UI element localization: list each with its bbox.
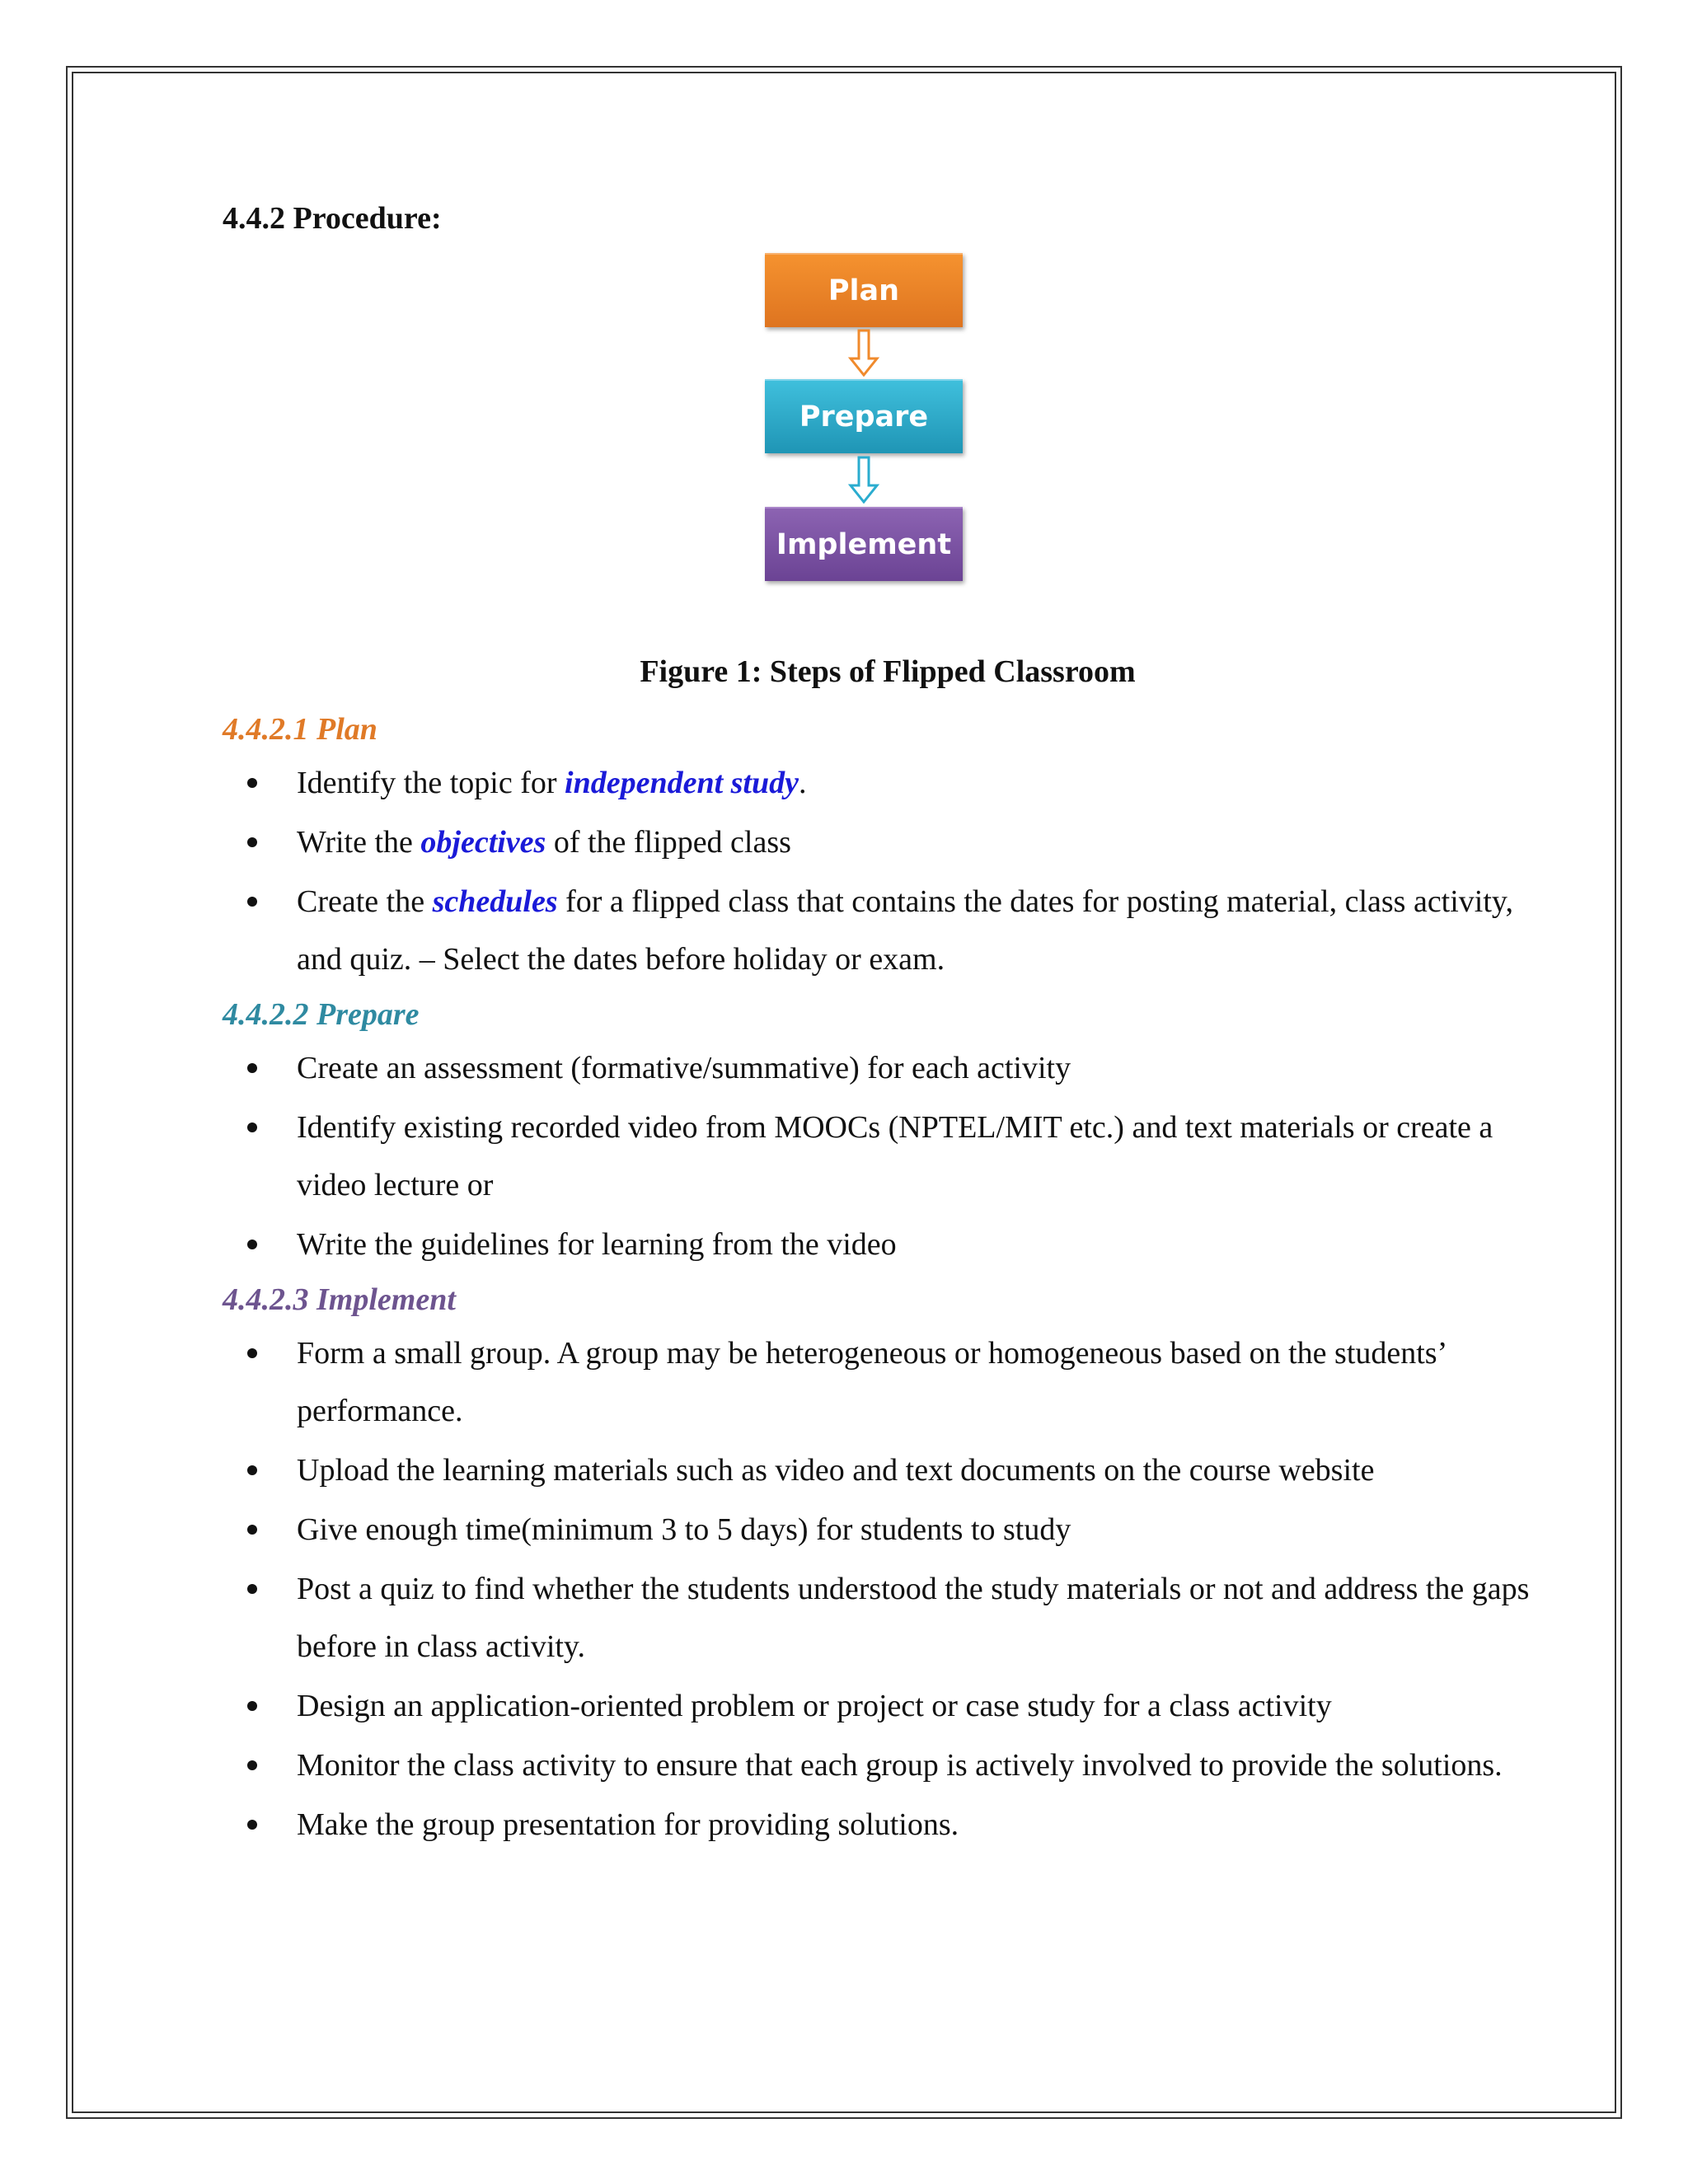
step-implement-box: Implement: [765, 507, 963, 581]
list-item: [223, 1099, 1541, 1214]
item-text: Create the: [297, 884, 433, 919]
list-item: [223, 1039, 1541, 1097]
plan-heading: 4.4.2.1 Plan: [223, 712, 377, 747]
bullet-icon: [247, 778, 257, 788]
down-arrow-icon: [847, 456, 880, 504]
bullet-icon: [247, 1701, 257, 1711]
list-item: [223, 1216, 1541, 1273]
step-prepare-box: Prepare: [765, 379, 963, 453]
prepare-heading: 4.4.2.2 Prepare: [223, 997, 420, 1032]
list-item: [223, 1441, 1541, 1499]
bullet-icon: [247, 1348, 257, 1358]
item-text: Write the: [297, 825, 421, 860]
emphasis-text: independent study: [565, 766, 799, 800]
down-arrow-icon: [847, 329, 880, 377]
item-text: .: [798, 766, 807, 800]
list-item: [223, 1677, 1541, 1735]
item-text: Identify existing recorded video from MOOCs (NPTEL/MIT etc.) and text materials or create a video lecture or: [297, 1110, 1493, 1202]
list-item: [223, 1324, 1541, 1440]
emphasis-text: objectives: [420, 825, 546, 860]
section-title: 4.4.2 Procedure:: [223, 201, 442, 236]
bullet-icon: [247, 1525, 257, 1535]
item-text: Identify the topic for: [297, 766, 565, 800]
plan-list: [223, 754, 1541, 988]
figure-caption: Figure 1: Steps of Flipped Classroom: [640, 654, 1136, 689]
item-text: Write the guidelines for learning from the video: [297, 1227, 897, 1262]
implement-heading: 4.4.2.3 Implement: [223, 1282, 456, 1317]
bullet-icon: [247, 1240, 257, 1249]
item-text: of the flipped class: [546, 825, 791, 860]
step-plan-box: Plan: [765, 253, 963, 327]
implement-list: [223, 1324, 1541, 1854]
item-text: Make the group presentation for providing solutions.: [297, 1807, 959, 1842]
item-text: Monitor the class activity to ensure that each group is actively involved to provide the solutions.: [297, 1748, 1503, 1783]
item-text: Design an application-oriented problem or project or case study for a class activity: [297, 1689, 1332, 1723]
item-text: Post a quiz to find whether the students understood the study materials or not and address the gaps before in class activity.: [297, 1572, 1530, 1664]
document-content: [223, 194, 1541, 1855]
item-text: Upload the learning materials such as video and text documents on the course website: [297, 1453, 1375, 1488]
item-text: Form a small group. A group may be heterogeneous or homogeneous based on the students’ performance.: [297, 1336, 1446, 1428]
list-item: [223, 1796, 1541, 1854]
item-text: Give enough time(minimum 3 to 5 days) for students to study: [297, 1512, 1071, 1547]
list-item: [223, 1736, 1541, 1794]
list-item: [223, 754, 1541, 812]
emphasis-text: schedules: [432, 884, 558, 919]
list-item: [223, 1501, 1541, 1558]
bullet-icon: [247, 837, 257, 847]
bullet-icon: [247, 1465, 257, 1475]
list-item: [223, 813, 1541, 871]
prepare-list: [223, 1039, 1541, 1273]
bullet-icon: [247, 1584, 257, 1594]
list-item: [223, 1560, 1541, 1675]
bullet-icon: [247, 1820, 257, 1830]
list-item: [223, 873, 1541, 988]
item-text: for a flipped class that contains the dates for posting material, class activity, and quiz. – Select the dates before holiday or exam.: [297, 884, 1513, 977]
bullet-icon: [247, 1063, 257, 1073]
flow-diagram: [223, 243, 1541, 647]
bullet-icon: [247, 1760, 257, 1770]
bullet-icon: [247, 897, 257, 907]
item-text: Create an assessment (formative/summative) for each activity: [297, 1051, 1071, 1085]
bullet-icon: [247, 1122, 257, 1132]
